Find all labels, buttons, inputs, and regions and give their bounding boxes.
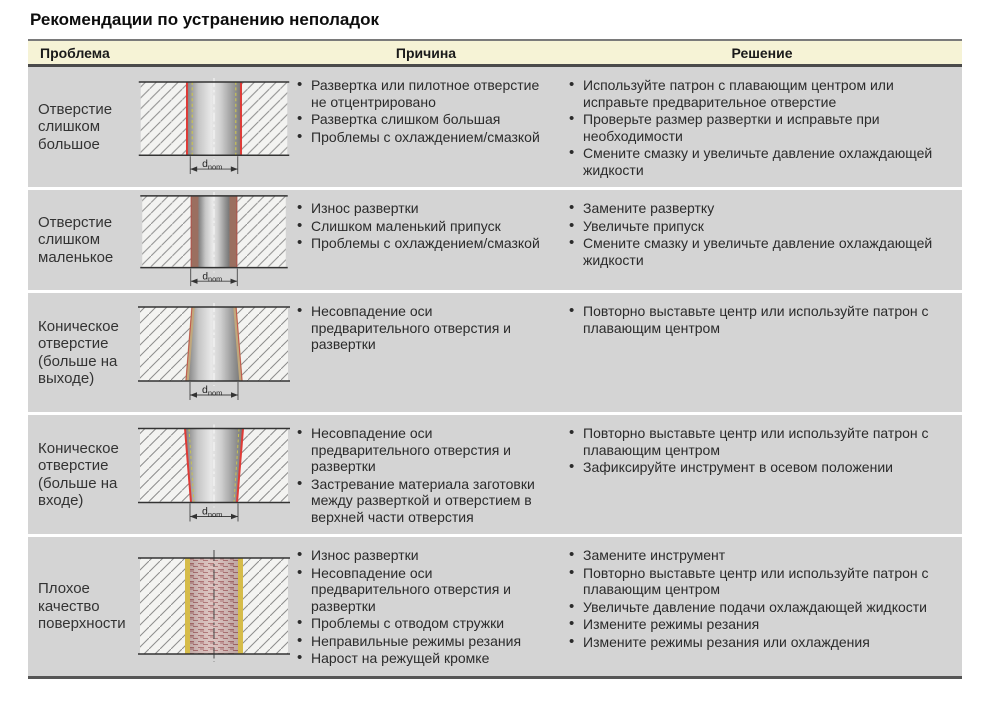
illustration-cell bbox=[138, 67, 290, 187]
problem-label: Коническое отверстие (больше на выходе) bbox=[38, 317, 119, 387]
table-row bbox=[28, 67, 962, 187]
solutions-cell bbox=[562, 293, 962, 412]
solutions-list bbox=[562, 295, 958, 343]
dimension-label: $d_{nom}$ bbox=[202, 383, 223, 398]
illustration-cell bbox=[138, 415, 290, 534]
causes-list bbox=[290, 539, 558, 674]
cause-item: • Развертка слишком большая bbox=[296, 111, 552, 128]
cause-item: • Несовпадение оси предварительного отверстия и развертки bbox=[296, 565, 552, 615]
solution-item: • Измените режимы резания или охлаждения bbox=[568, 634, 952, 651]
cause-item: • Проблемы с охлаждением/смазкой bbox=[296, 235, 552, 252]
solution-item: • Смените смазку и увеличьте давление охлаждающей жидкости bbox=[568, 235, 952, 268]
causes-cell bbox=[290, 190, 562, 290]
solution-item: • Замените инструмент bbox=[568, 547, 952, 564]
table-header-row bbox=[28, 41, 962, 67]
dimension-label: $d_{nom}$ bbox=[202, 270, 223, 284]
hole-undersize-illustration bbox=[138, 192, 290, 289]
solutions-cell bbox=[562, 190, 962, 290]
solution-item: • Повторно выставьте центр или используйте патрон с плавающим центром bbox=[568, 425, 952, 458]
illustration-cell bbox=[138, 190, 290, 290]
troubleshooting-table bbox=[28, 39, 962, 679]
problem-label: Отверстие слишком большое bbox=[38, 100, 113, 153]
cause-item: • Износ развертки bbox=[296, 547, 552, 564]
solution-item: • Замените развертку bbox=[568, 200, 952, 217]
solution-item: • Проверьте размер развертки и исправьте при необходимости bbox=[568, 111, 952, 144]
cause-item: • Нарост на режущей кромке bbox=[296, 650, 552, 667]
column-header-problem: Проблема bbox=[40, 44, 110, 61]
causes-list bbox=[290, 295, 558, 360]
dimension-label: $d_{nom}$ bbox=[202, 505, 223, 520]
cause-item: • Проблемы с отводом стружки bbox=[296, 615, 552, 632]
solutions-list bbox=[562, 69, 958, 185]
illustration-cell bbox=[138, 293, 290, 412]
solution-item: • Зафиксируйте инструмент в осевом положении bbox=[568, 459, 952, 476]
hole-rough-surface-illustration bbox=[138, 548, 290, 664]
column-header-solution: Решение bbox=[731, 44, 793, 61]
solutions-cell bbox=[562, 67, 962, 187]
column-header-cause: Причина bbox=[395, 44, 457, 61]
cause-item: • Неправильные режимы резания bbox=[296, 633, 552, 650]
solution-item: • Измените режимы резания bbox=[568, 616, 952, 633]
table-row bbox=[28, 293, 962, 412]
problem-label: Отверстие слишком маленькое bbox=[38, 214, 114, 266]
cause-item: • Проблемы с охлаждением/смазкой bbox=[296, 129, 552, 146]
causes-cell bbox=[290, 415, 562, 534]
causes-cell bbox=[290, 67, 562, 187]
solutions-cell bbox=[562, 415, 962, 534]
problem-label: Коническое отверстие (больше на входе) bbox=[38, 439, 119, 510]
causes-list bbox=[290, 192, 558, 259]
solution-item: • Увеличьте припуск bbox=[568, 218, 952, 235]
causes-list bbox=[290, 417, 558, 532]
table-row bbox=[28, 415, 962, 534]
table-row bbox=[28, 537, 962, 676]
cause-item: • Застревание материала заготовки между разверткой и отверстием в верхней части отверстия bbox=[296, 476, 552, 526]
cause-item: • Износ развертки bbox=[296, 200, 552, 217]
solutions-list bbox=[562, 417, 958, 483]
table-row bbox=[28, 190, 962, 290]
solution-item: • Смените смазку и увеличьте давление охлаждающей жидкости bbox=[568, 145, 952, 178]
causes-cell bbox=[290, 293, 562, 412]
causes-cell bbox=[290, 537, 562, 676]
solutions-list bbox=[562, 539, 958, 657]
dimension-label: $d_{nom}$ bbox=[202, 158, 223, 172]
solutions-list bbox=[562, 192, 958, 275]
cause-item: • Несовпадение оси предварительного отверстия и развертки bbox=[296, 425, 552, 475]
cause-item: • Несовпадение оси предварительного отверстия и развертки bbox=[296, 303, 552, 353]
solution-item: • Повторно выставьте центр или используйте патрон с плавающим центром bbox=[568, 565, 952, 598]
cause-item: • Развертка или пилотное отверстие не отцентрировано bbox=[296, 77, 552, 110]
causes-list bbox=[290, 69, 558, 152]
problem-label: Плохое качество поверхности bbox=[38, 580, 126, 633]
illustration-cell bbox=[138, 537, 290, 676]
solution-item: • Повторно выставьте центр или используйте патрон с плавающим центром bbox=[568, 303, 952, 336]
solution-item: • Используйте патрон с плавающим центром или исправьте предварительное отверстие bbox=[568, 77, 952, 110]
hole-taper-exit-illustration bbox=[138, 301, 290, 405]
solution-item: • Увеличьте давление подачи охлаждающей жидкости bbox=[568, 599, 952, 616]
hole-taper-entry-illustration bbox=[138, 424, 290, 525]
solutions-cell bbox=[562, 537, 962, 676]
page-title: Рекомендации по устранению неполадок bbox=[30, 10, 380, 29]
cause-item: • Слишком маленький припуск bbox=[296, 218, 552, 235]
hole-oversize-illustration bbox=[138, 78, 290, 177]
